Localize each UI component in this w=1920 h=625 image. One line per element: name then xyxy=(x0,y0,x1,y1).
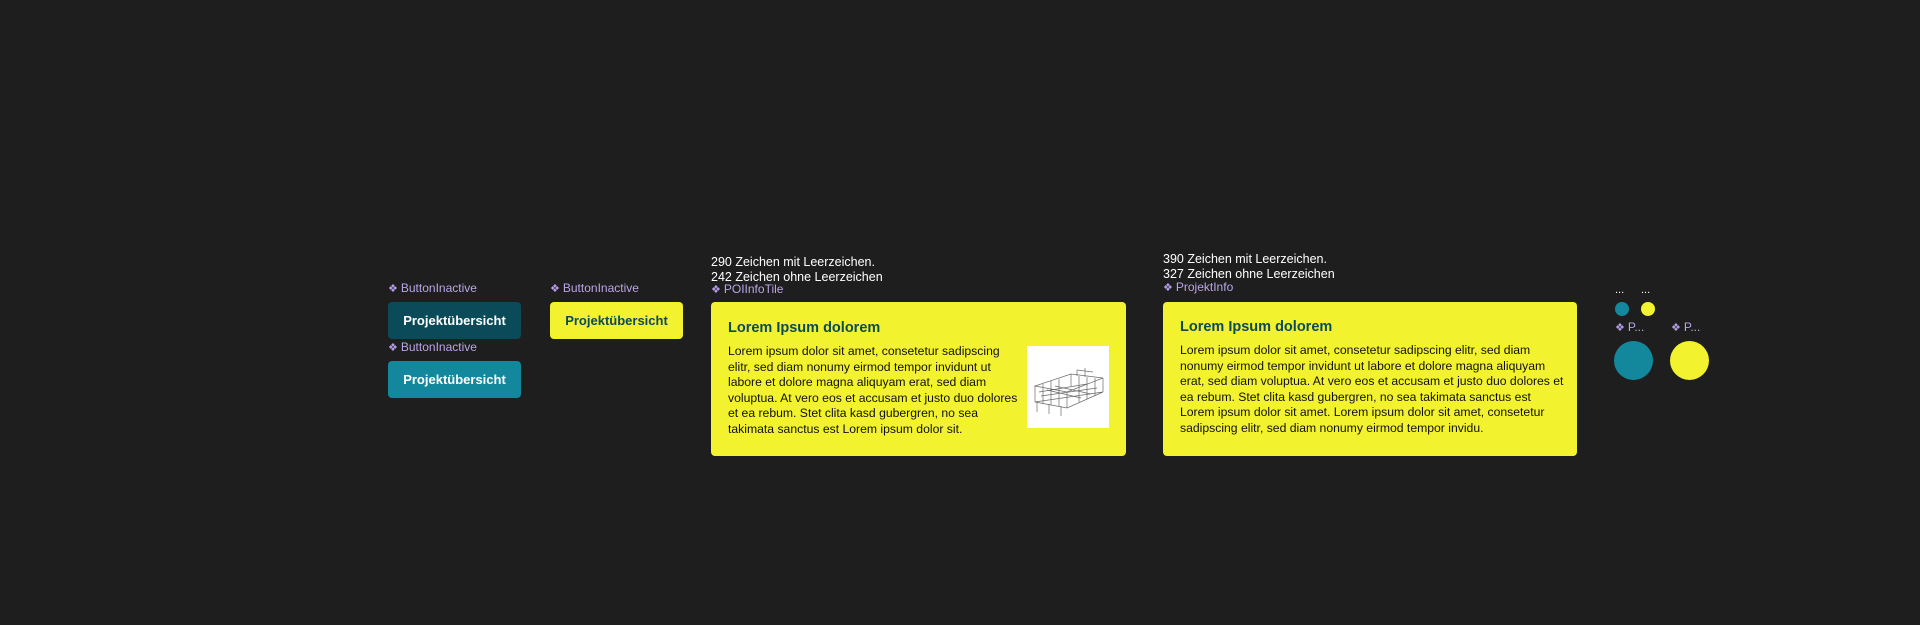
character-count-note: 390 Zeichen mit Leerzeichen. xyxy=(1163,252,1327,266)
component-diamond-icon: ❖ xyxy=(388,283,398,295)
teal-color-swatch-large[interactable] xyxy=(1614,341,1653,380)
building-model-image xyxy=(1027,346,1109,428)
component-diamond-icon: ❖ xyxy=(1615,322,1625,334)
character-count-note: 242 Zeichen ohne Leerzeichen xyxy=(711,270,883,284)
building-model-illustration xyxy=(1027,346,1109,428)
tile-body-text: Lorem ipsum dolor sit amet, consetetur sadipscing elitr, sed diam nonumy eirmod tempor invidunt ut labore et dolore magna aliquyam erat, sed diam voluptua. At vero eos et accusam et justo duo dolores et ea rebum. Stet clita kasd gubergren, no sea takimata sanctus est Lorem ipsum dolor sit. xyxy=(728,344,1018,436)
swatch-ellipsis: ... xyxy=(1641,284,1651,296)
projektuebersicht-button-dark[interactable]: Projektübersicht xyxy=(388,302,521,339)
component-diamond-icon: ❖ xyxy=(550,283,560,295)
component-label-text: ButtonInactive xyxy=(400,340,477,354)
tile-title: Lorem Ipsum dolorem xyxy=(1180,319,1333,335)
component-diamond-icon: ❖ xyxy=(1671,322,1681,334)
component-diamond-icon: ❖ xyxy=(388,342,398,354)
component-label-text: ButtonInactive xyxy=(400,281,477,295)
component-label-swatch[interactable] xyxy=(1615,320,1644,335)
component-label-text: P... xyxy=(1683,320,1701,334)
tile-body-text: Lorem ipsum dolor sit amet, consetetur sadipscing elitr, sed diam nonumy eirmod tempor invidunt ut labore et dolore magna aliquyam erat, sed diam voluptua. At vero eos et accusam et justo duo dolores et ea rebum. Stet clita kasd gubergren, no sea takimata sanctus est Lorem ipsum dolor sit amet. Lorem ipsum dolor sit amet, consetetur sadipscing elitr, sed diam nonumy eirmod tempor invidu. xyxy=(1180,343,1564,435)
projektuebersicht-button-teal[interactable]: Projektübersicht xyxy=(388,361,521,398)
character-count-note: 290 Zeichen mit Leerzeichen. xyxy=(711,255,875,269)
component-diamond-icon: ❖ xyxy=(711,284,721,296)
component-diamond-icon: ❖ xyxy=(1163,282,1173,294)
component-label-swatch[interactable] xyxy=(1671,320,1700,335)
teal-color-swatch-small[interactable] xyxy=(1615,302,1629,316)
component-label-text: P... xyxy=(1627,320,1645,334)
projekt-info-tile[interactable] xyxy=(1163,302,1577,456)
component-label-button-inactive[interactable] xyxy=(550,281,639,296)
component-label-button-inactive[interactable] xyxy=(388,281,477,296)
component-label-text: POIInfoTile xyxy=(723,282,784,296)
yellow-color-swatch-large[interactable] xyxy=(1670,341,1709,380)
component-label-poi-info-tile[interactable] xyxy=(711,282,783,297)
component-label-text: ButtonInactive xyxy=(562,281,639,295)
component-label-text: ProjektInfo xyxy=(1175,280,1234,294)
swatch-ellipsis: ... xyxy=(1615,284,1625,296)
tile-title: Lorem Ipsum dolorem xyxy=(728,320,881,336)
projektuebersicht-button-yellow[interactable]: Projektübersicht xyxy=(550,302,683,339)
component-label-button-inactive[interactable] xyxy=(388,340,477,355)
component-label-projekt-info[interactable] xyxy=(1163,280,1233,295)
yellow-color-swatch-small[interactable] xyxy=(1641,302,1655,316)
poi-info-tile[interactable] xyxy=(711,302,1126,456)
character-count-note: 327 Zeichen ohne Leerzeichen xyxy=(1163,267,1335,281)
